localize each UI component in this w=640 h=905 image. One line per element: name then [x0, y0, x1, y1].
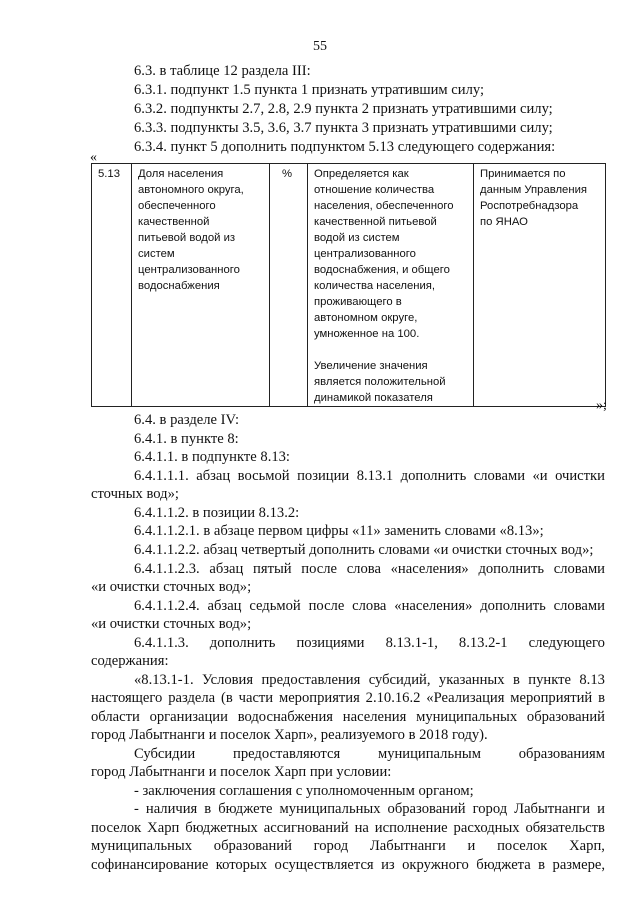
text-line: 6.3.2. подпункты 2.7, 2.8, 2.9 пункта 2 признать утратившими силу;	[134, 101, 553, 117]
text-line: «и очистки сточных вод»;	[91, 579, 252, 595]
text-line: области организации водоснабжения населения муниципальных образований	[91, 709, 605, 725]
text-line: 6.4.1.1.2.3. абзац пятый после слова «населения» дополнить словами	[134, 561, 605, 577]
cell-number: 5.13	[92, 164, 132, 407]
text-line: «8.13.1-1. Условия предоставления субсидий, указанных в пункте 8.13	[134, 672, 605, 688]
text-line: город Лабытнанги и поселок Харп», реализуемого в 2018 году).	[91, 727, 488, 743]
text-line: содержания:	[91, 653, 169, 669]
text-line: поселок Харп бюджетных ассигнований на исполнение расходных обязательств	[91, 820, 605, 836]
text-line: софинансирование которых осуществляется из окружного бюджета в размере,	[91, 857, 605, 873]
insert-table	[91, 163, 606, 407]
table-row	[92, 164, 606, 407]
text-line: 6.4.1.1.1. абзац восьмой позиции 8.13.1 дополнить словами «и очистки	[134, 468, 605, 484]
text-line: 6.4.1.1.2.1. в абзаце первом цифры «11» заменить словами «8.13»;	[134, 523, 544, 539]
text-line: 6.4.1.1.2.4. абзац седьмой после слова «населения» дополнить словами	[134, 598, 605, 614]
text-line: сточных вод»;	[91, 486, 179, 502]
text-line: - наличия в бюджете муниципальных образований город Лабытнанги и	[134, 801, 605, 817]
cell-method: Определяется как отношение количества населения, обеспеченного качественной питьевой водой из систем централизованного водоснабжения, и общего количества населения, проживающего в автономном округе, умноженное на 100. Увеличение значения является положительной динамикой показателя	[308, 164, 474, 407]
quote-close: »;	[596, 398, 607, 413]
text-line: муниципальных образований город Лабытнанги и поселок Харп,	[91, 838, 605, 854]
text-line: 6.4.1.1.3. дополнить позициями 8.13.1-1, 8.13.2-1 следующего	[134, 635, 605, 651]
cell-indicator: Доля населения автономного округа, обеспеченного качественной питьевой водой из систем централизованного водоснабжения	[132, 164, 270, 407]
cell-source: Принимается по данным Управления Роспотребнадзора по ЯНАО	[474, 164, 606, 407]
text-line: 6.3.4. пункт 5 дополнить подпунктом 5.13 следующего содержания:	[134, 139, 556, 155]
page-number: 55	[313, 39, 327, 54]
text-line: 6.3. в таблице 12 раздела III:	[134, 63, 311, 79]
text-line: настоящего раздела (в части мероприятия 2.10.16.2 «Реализация мероприятий в	[91, 690, 605, 706]
text-line: 6.4.1.1.2. в позиции 8.13.2:	[134, 505, 300, 521]
text-line: 6.3.3. подпункты 3.5, 3.6, 3.7 пункта 3 признать утратившими силу;	[134, 120, 553, 136]
cell-unit: %	[270, 164, 308, 407]
text-line: 6.3.1. подпункт 1.5 пункта 1 признать утратившим силу;	[134, 82, 485, 98]
quote-open: «	[90, 150, 97, 165]
text-line: - заключения соглашения с уполномоченным органом;	[134, 783, 474, 799]
text-line: «и очистки сточных вод»;	[91, 616, 252, 632]
text-line: 6.4. в разделе IV:	[134, 412, 240, 428]
text-line: Субсидии предоставляются муниципальным образованиям	[134, 746, 605, 762]
text-line: 6.4.1.1. в подпункте 8.13:	[134, 449, 290, 465]
text-line: 6.4.1.1.2.2. абзац четвертый дополнить словами «и очистки сточных вод»;	[134, 542, 594, 558]
text-line: 6.4.1. в пункте 8:	[134, 431, 239, 447]
text-line: город Лабытнанги и поселок Харп при условии:	[91, 764, 392, 780]
